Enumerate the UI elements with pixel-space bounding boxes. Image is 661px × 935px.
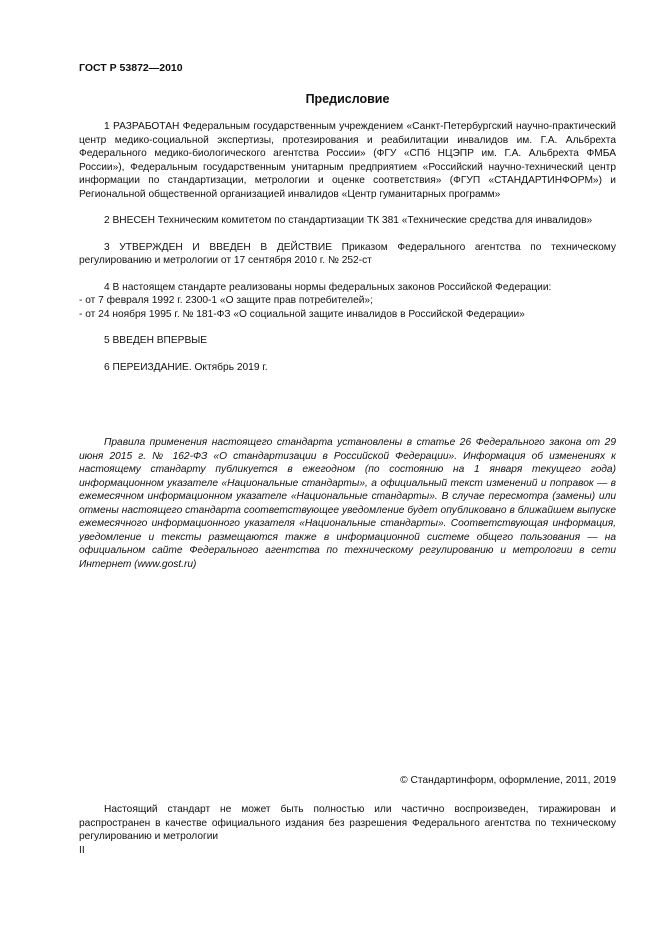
page-title: Предисловие xyxy=(305,92,390,106)
paragraph-4-item-2: - от 24 ноября 1995 г. № 181-ФЗ «О социальной защите инвалидов в Российской Федерации» xyxy=(79,308,525,320)
paragraph-6: 6 ПЕРЕИЗДАНИЕ. Октябрь 2019 г. xyxy=(104,361,268,373)
paragraph-5: 5 ВВЕДЕН ВПЕРВЫЕ xyxy=(104,335,208,346)
paragraph-1: 1 РАЗРАБОТАН Федеральным государственным учреждением «Санкт-Петербургский научно-практический центр медико-социальной экспертизы, протезирования и реабилитации инвалидов им. Г.А. Альбрехта Федерального медико-биологического агентства России» (ФГУ «СПб НЦЭПР им. Г.А. Альбрехта ФМБА России»), Федеральным государственным унитарным предприятием «Российский научно-технический центр информации по стандартизации, метрологии и оценке соответствия» (ФГУП «СТАНДАРТИНФОРМ») и Региональной общественной организацией инвалидов «Центр гуманитарных программ» xyxy=(79,121,616,200)
paragraph-3: 3 УТВЕРЖДЕН И ВВЕДЕН В ДЕЙСТВИЕ Приказом Федерального агентства по техническому регулированию и метрологии от 17 сентября 2010 г. № 252-ст xyxy=(79,241,616,266)
paragraph-4: 4 В настоящем стандарте реализованы нормы федеральных законов Российской Федерации: xyxy=(104,281,552,293)
copyright-line: © Стандартинформ, оформление, 2011, 2019 xyxy=(400,775,616,786)
paragraph-4-item-1: - от 7 февраля 1992 г. 2300-1 «О защите прав потребителей»; xyxy=(79,295,373,306)
application-rules-notice: Правила применения настоящего стандарта установлены в статье 26 Федерального закона от 29 июня 2015 г. № 162-ФЗ «О стандартизации в Российской Федерации». Информация об изменениях к настоящему стандарту публикуется в ежегодном (по состоянию на 1 января текущего года) информационном указателе «Национальные стандарты», а официальный текст изменений и поправок — в ежемесячном информационном указателе «Национальные стандарты». В случае пересмотра (замены) или отмены настоящего стандарта соответствующее уведомление будет опубликовано в ближайшем выпуске ежемесячного информационного указателя «Национальные стандарты». Соответствующая информация, уведомление и тексты размещаются также в информационной системе общего пользования — на официальном сайте Федерального агентства по техническому регулированию и метрологии в сети Интернет (www.gost.ru) xyxy=(79,437,616,570)
document-page xyxy=(79,0,616,935)
reprint-restriction-notice: Настоящий стандарт не может быть полностью или частично воспроизведен, тиражирован и распространен в качестве официального издания без разрешения Федерального агентства по техническому регулированию и метрологии xyxy=(79,804,616,842)
foreword-body xyxy=(79,120,616,387)
paragraph-2: 2 ВНЕСЕН Техническим комитетом по стандартизации ТК 381 «Технические средства для инвалидов» xyxy=(104,215,593,226)
page-number: II xyxy=(79,845,85,856)
standard-code: ГОСТ Р 53872—2010 xyxy=(79,62,183,74)
